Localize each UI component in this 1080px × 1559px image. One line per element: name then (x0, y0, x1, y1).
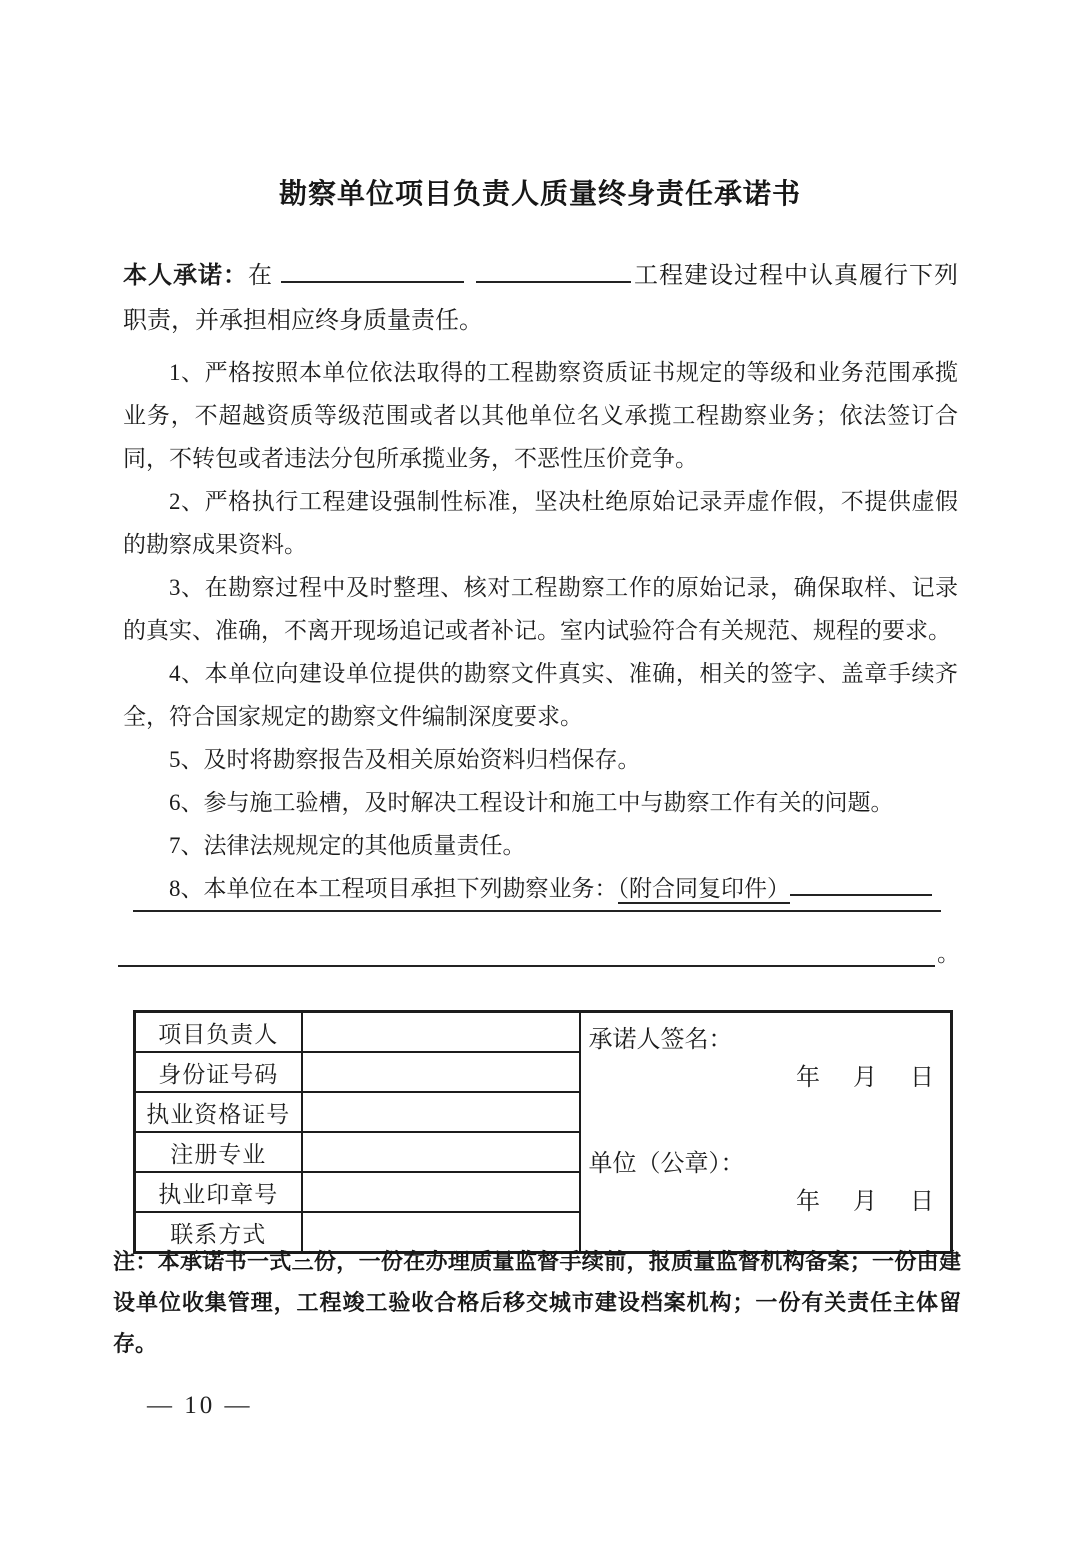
date-day-label: 日 (910, 1189, 934, 1215)
commitment-item-7: 7、法律法规规定的其他质量责任。 (169, 833, 526, 858)
intro-pre-blank-text: 在 (248, 263, 273, 289)
business-scope-fill-line-1 (133, 872, 941, 912)
row-value-practice-seal-number (302, 1172, 580, 1212)
commitment-item-2: 2、严格执行工程建设强制性标准，坚决杜绝原始记录弄虚作假，不提供虚假的勘察成果资料。 (123, 489, 958, 557)
item-8-attachment-note: （附合同复印件） (618, 876, 791, 904)
responsible-person-info-table (133, 1010, 953, 1254)
intro-paragraph (123, 254, 958, 344)
unit-date-line (589, 1187, 941, 1217)
row-label-qualification-cert: 执业资格证号 (135, 1092, 302, 1132)
signature-block (581, 1013, 951, 1251)
row-label-contact-info: 联系方式 (135, 1212, 302, 1253)
commitment-item-1: 1、严格按照本单位依法取得的工程勘察资质证书规定的等级和业务范围承揽业务，不超越资质等级范围或者以其他单位名义承揽工程勘察业务；依法签订合同，不转包或者违法分包所承揽业务，不恶性压价竞争。 (123, 360, 958, 471)
date-month-label: 月 (853, 1189, 877, 1215)
fill-line-rule (118, 925, 935, 967)
project-name-fill-blank-1 (281, 255, 464, 283)
date-day-label: 日 (910, 1065, 934, 1091)
signature-cell (580, 1012, 952, 1253)
date-month-label: 月 (853, 1065, 877, 1091)
intro-lead: 本人承诺： (123, 263, 248, 289)
commitment-item-5: 5、及时将勘察报告及相关原始资料归档保存。 (169, 747, 641, 772)
signer-date-line (589, 1063, 941, 1093)
distribution-note: 注：本承诺书一式三份，一份在办理质量监督手续前，报质量监督机构备案；一份由建设单位收集管理，工程竣工验收合格后移交城市建设档案机构；一份有关责任主体留存。 (113, 1249, 961, 1356)
document-title: 勘察单位项目负责人质量终身责任承诺书 (278, 178, 801, 209)
row-label-project-leader: 项目负责人 (135, 1012, 302, 1053)
row-value-registered-specialty (302, 1132, 580, 1172)
date-year-label: 年 (796, 1065, 820, 1091)
item-8-prefix: 8、本单位在本工程项目承担下列勘察业务： (169, 876, 618, 901)
intro-post-blank-text: 工程建设过程中认真履行下列职责，并承担相应终身质量责任。 (123, 263, 958, 334)
commitment-item-6: 6、参与施工验槽，及时解决工程设计和施工中与勘察工作有关的问题。 (169, 790, 894, 815)
table-row (135, 1012, 952, 1053)
row-label-practice-seal-number: 执业印章号 (135, 1172, 302, 1212)
project-name-fill-blank-2 (476, 255, 631, 283)
row-label-id-number: 身份证号码 (135, 1052, 302, 1092)
page-number: — 10 — (147, 1392, 253, 1419)
commitment-item-3: 3、在勘察过程中及时整理、核对工程勘察工作的原始记录，确保取样、记录的真实、准确，不离开现场追记或者补记。室内试验符合有关规范、规程的要求。 (123, 575, 958, 643)
row-value-id-number (302, 1052, 580, 1092)
business-scope-fill-line-2 (118, 925, 960, 967)
row-value-qualification-cert (302, 1092, 580, 1132)
row-label-registered-specialty: 注册专业 (135, 1132, 302, 1172)
signer-label: 承诺人签名： (588, 1027, 733, 1053)
commitment-item-4: 4、本单位向建设单位提供的勘察文件真实、准确，相关的签字、盖章手续齐全，符合国家规定的勘察文件编制深度要求。 (123, 661, 958, 729)
row-value-project-leader (302, 1012, 580, 1053)
unit-seal-label: 单位（公章）： (588, 1151, 745, 1177)
date-year-label: 年 (796, 1189, 820, 1215)
commitment-items (123, 351, 958, 910)
fill-line-terminator: 。 (937, 941, 960, 966)
